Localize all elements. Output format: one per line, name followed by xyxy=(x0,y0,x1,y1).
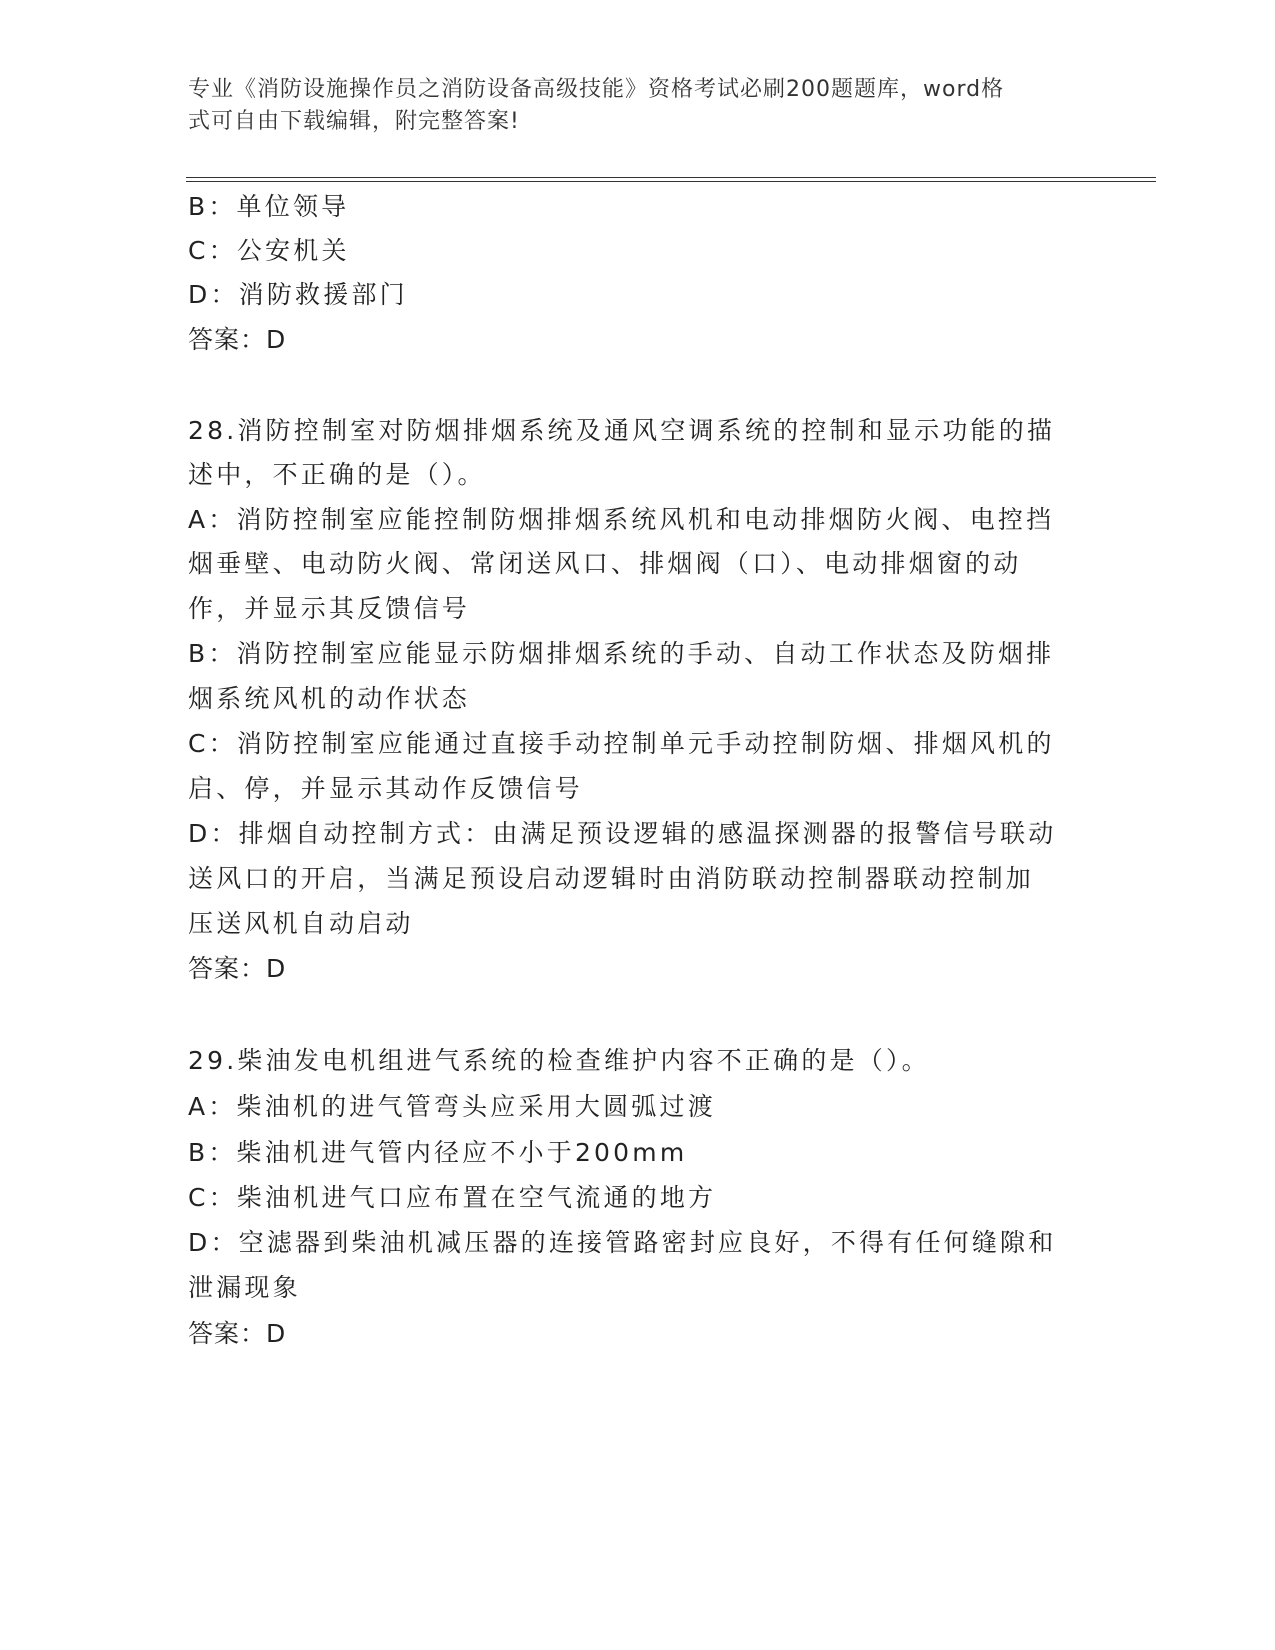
q28-option-a-line-3: 作，并显示其反馈信号 xyxy=(188,594,471,623)
q27-option-c: C：公安机关 xyxy=(188,236,350,265)
q28-stem-line-1: 28.消防控制室对防烟排烟系统及通风空调系统的控制和显示功能的描 xyxy=(188,416,1056,445)
q28-option-c-line-2: 启、停，并显示其动作反馈信号 xyxy=(188,774,583,803)
q27-option-b: B：单位领导 xyxy=(188,192,350,221)
q28-option-d-line-3: 压送风机自动启动 xyxy=(188,909,414,938)
q28-option-a-line-1: A：消防控制室应能控制防烟排烟系统风机和电动排烟防火阀、电控挡 xyxy=(188,505,1055,534)
q29-option-d-line-2: 泄漏现象 xyxy=(188,1273,301,1302)
q29-stem: 29.柴油发电机组进气系统的检查维护内容不正确的是（）。 xyxy=(188,1046,930,1075)
q27-option-d: D：消防救援部门 xyxy=(188,280,408,309)
q28-option-d-line-1: D：排烟自动控制方式：由满足预设逻辑的感温探测器的报警信号联动 xyxy=(188,819,1057,848)
header-line-1: 专业《消防设施操作员之消防设备高级技能》资格考试必刷200题题库，word格 xyxy=(188,77,1005,102)
q28-answer: 答案：D xyxy=(188,954,287,983)
q29-option-a: A：柴油机的进气管弯头应采用大圆弧过渡 xyxy=(188,1092,716,1121)
q28-option-b-line-2: 烟系统风机的动作状态 xyxy=(188,684,471,713)
header-line-2: 式可自由下载编辑，附完整答案! xyxy=(188,109,520,134)
header-rule-bottom xyxy=(186,181,1156,182)
q28-stem-line-2: 述中，不正确的是（）。 xyxy=(188,460,486,489)
q28-option-c-line-1: C：消防控制室应能通过直接手动控制单元手动控制防烟、排烟风机的 xyxy=(188,729,1055,758)
q29-option-d-line-1: D：空滤器到柴油机减压器的连接管路密封应良好，不得有任何缝隙和 xyxy=(188,1228,1057,1257)
q29-option-b: B：柴油机进气管内径应不小于200mm xyxy=(188,1138,688,1167)
q27-answer: 答案：D xyxy=(188,325,287,354)
q28-option-a-line-2: 烟垂壁、电动防火阀、常闭送风口、排烟阀（口）、电动排烟窗的动 xyxy=(188,549,1022,578)
q29-option-c: C：柴油机进气口应布置在空气流通的地方 xyxy=(188,1183,717,1212)
q28-option-d-line-2: 送风口的开启，当满足预设启动逻辑时由消防联动控制器联动控制加 xyxy=(188,864,1035,893)
document-header xyxy=(188,74,1068,138)
header-rule-top xyxy=(186,177,1156,178)
q29-answer: 答案：D xyxy=(188,1319,287,1348)
q28-option-b-line-1: B：消防控制室应能显示防烟排烟系统的手动、自动工作状态及防烟排 xyxy=(188,639,1055,668)
